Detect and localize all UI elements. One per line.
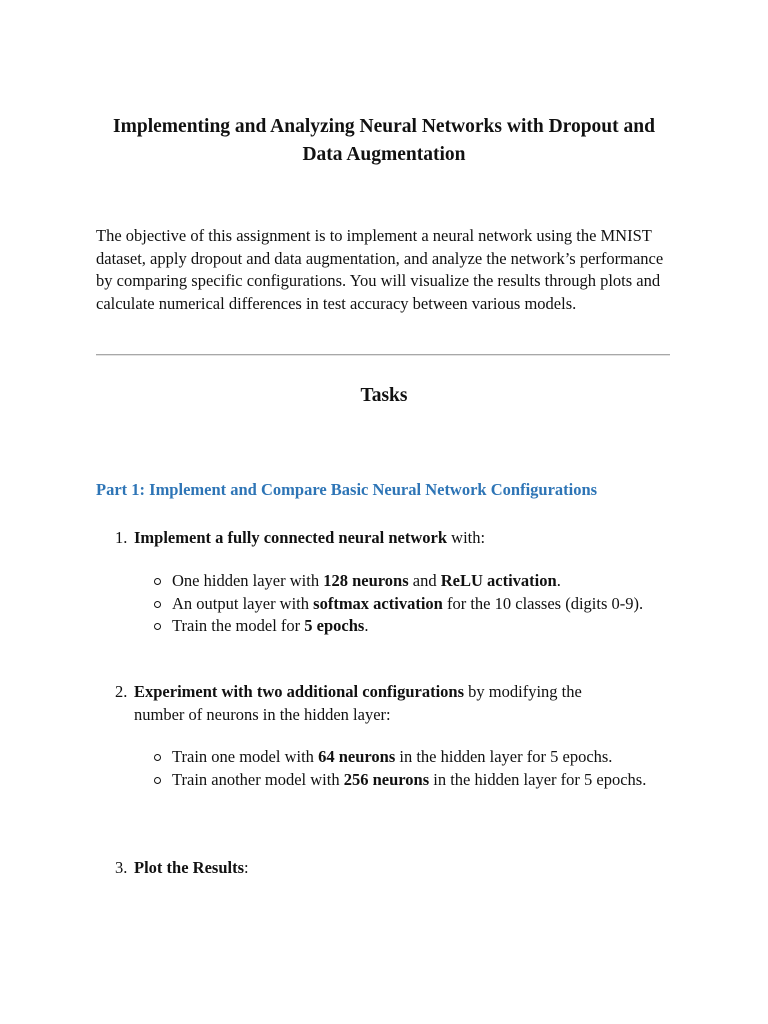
bullet-text: One hidden layer with xyxy=(172,571,324,590)
tasks-heading: Tasks xyxy=(360,385,408,406)
hollow-bullet-icon xyxy=(154,754,161,761)
task-3-rest: : xyxy=(244,858,249,877)
bullet-bold: 64 neurons xyxy=(318,747,396,766)
bullet-text: An output layer with xyxy=(172,593,314,613)
list-item xyxy=(96,615,672,638)
horizontal-divider xyxy=(96,354,670,356)
bullet-text: and xyxy=(408,571,441,590)
task-1-rest: with: xyxy=(447,528,486,547)
task-3-text xyxy=(134,857,672,880)
task-2-bullets xyxy=(96,746,672,791)
task-2-rest: by modifying the number of neurons in the hidden layer: xyxy=(134,682,582,724)
task-2-bold: Experiment with two additional configurations xyxy=(134,682,465,701)
bullet-text: in the hidden layer for 5 epochs. xyxy=(429,769,647,789)
list-item xyxy=(96,746,672,769)
list-item xyxy=(96,570,672,593)
hollow-bullet-icon xyxy=(154,601,161,608)
hollow-bullet-icon xyxy=(154,623,161,630)
hollow-bullet-icon xyxy=(154,777,161,784)
part1-heading: Part 1: Implement and Compare Basic Neural Network Configurations xyxy=(96,480,598,499)
task-1-bullets xyxy=(96,570,672,638)
bullet-text: Train one model with xyxy=(172,747,319,766)
list-item xyxy=(96,593,672,616)
list-item xyxy=(96,769,672,792)
task-3-number: 3. xyxy=(115,858,128,877)
bullet-bold: ReLU activation xyxy=(440,571,557,590)
bullet-bold: softmax activation xyxy=(313,593,443,613)
bullet-text: for the 10 classes (digits 0-9). xyxy=(442,593,644,613)
hollow-bullet-icon xyxy=(154,578,161,585)
bullet-bold: 256 neurons xyxy=(343,769,430,789)
bullet-text: in the hidden layer for 5 epochs. xyxy=(395,747,613,766)
bullet-bold: 5 epochs xyxy=(304,616,365,635)
intro-paragraph: The objective of this assignment is to implement a neural network using the MNIST dataset, apply dropout and data augmentation, and analyze the network’s performance by comparing specific configurations. You will visualize the results through plots and calculate numerical differences in test accuracy between various models. xyxy=(96,226,664,313)
task-1-number: 1. xyxy=(115,528,128,547)
bullet-bold: 128 neurons xyxy=(323,571,409,590)
document-title: Implementing and Analyzing Neural Networks with Dropout and Data Augmentation xyxy=(113,116,655,165)
bullet-text: . xyxy=(364,616,369,635)
task-1-bold: Implement a fully connected neural network xyxy=(134,528,448,547)
task-3-bold: Plot the Results xyxy=(134,858,244,877)
task-2-number: 2. xyxy=(115,682,128,701)
task-1-text xyxy=(134,527,672,550)
bullet-text: Train another model with xyxy=(172,769,344,789)
task-2-text xyxy=(134,681,634,726)
bullet-text: Train the model for xyxy=(172,616,305,635)
bullet-text: . xyxy=(556,571,561,590)
